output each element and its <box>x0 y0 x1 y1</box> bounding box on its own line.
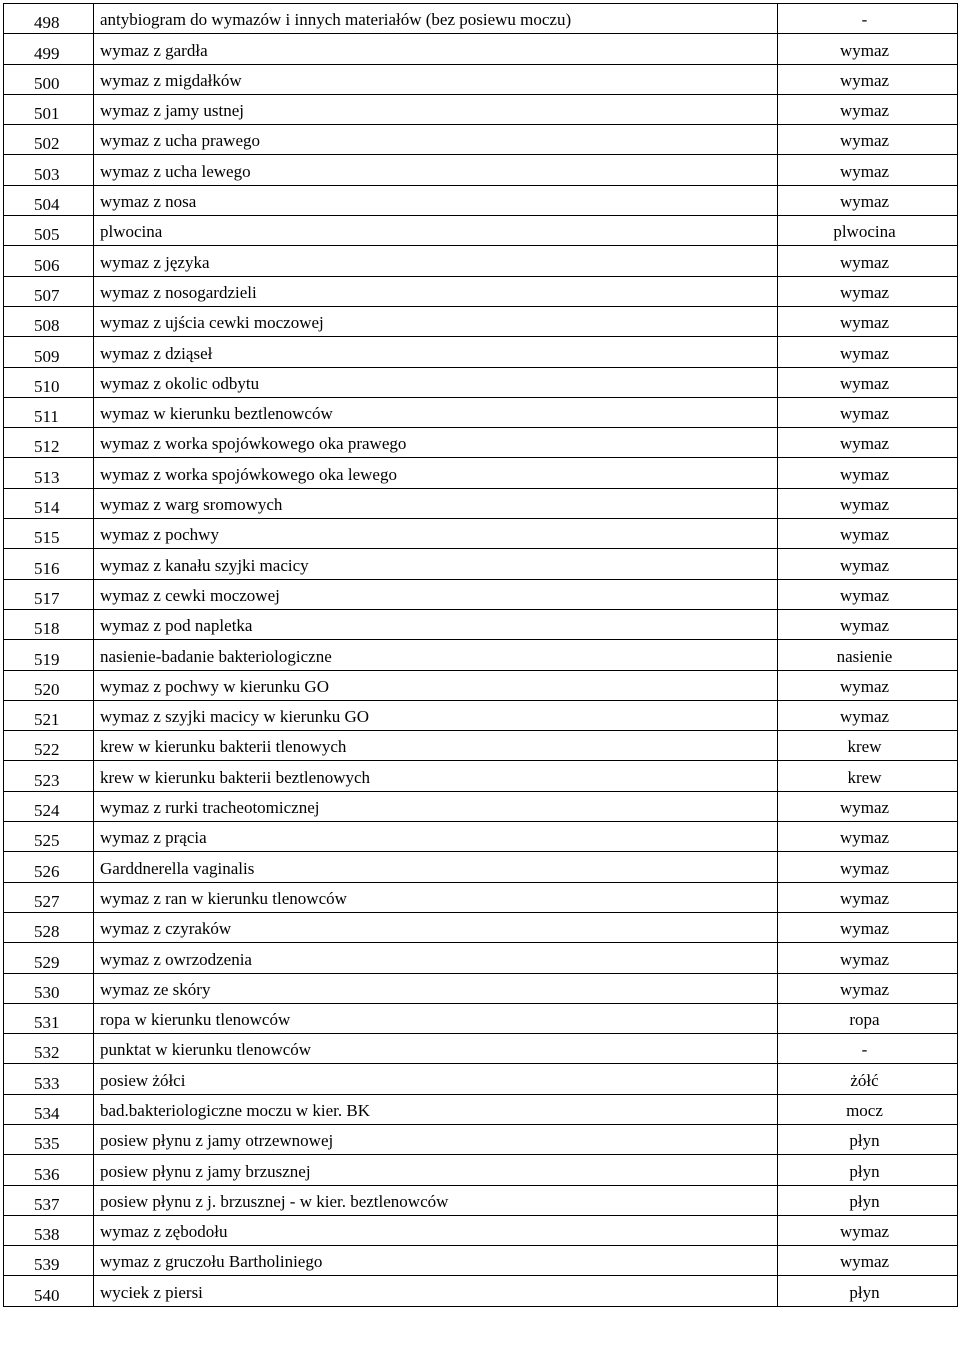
material-type: wymaz <box>778 791 958 821</box>
material-type: wymaz <box>778 246 958 276</box>
table-row <box>4 549 958 579</box>
table-row <box>4 700 958 730</box>
material-type: wymaz <box>778 428 958 458</box>
row-number: 519 <box>4 640 94 670</box>
table-row <box>4 1064 958 1094</box>
row-number: 526 <box>4 852 94 882</box>
row-number: 500 <box>4 64 94 94</box>
row-number: 506 <box>4 246 94 276</box>
test-name: wymaz z dziąseł <box>94 337 778 367</box>
material-type: - <box>778 1034 958 1064</box>
table-row <box>4 367 958 397</box>
row-number: 518 <box>4 609 94 639</box>
material-type: wymaz <box>778 1215 958 1245</box>
test-name: antybiogram do wymazów i innych materiałów (bez posiewu moczu) <box>94 4 778 34</box>
table-row <box>4 4 958 34</box>
row-number: 510 <box>4 367 94 397</box>
table-row <box>4 488 958 518</box>
row-number: 532 <box>4 1034 94 1064</box>
table-row <box>4 1276 958 1306</box>
test-name: wymaz z kanału szyjki macicy <box>94 549 778 579</box>
table-row <box>4 609 958 639</box>
test-name: wymaz z nosogardzieli <box>94 276 778 306</box>
table-row <box>4 822 958 852</box>
material-type: wymaz <box>778 337 958 367</box>
material-type: wymaz <box>778 852 958 882</box>
material-type: wymaz <box>778 125 958 155</box>
material-type: wymaz <box>778 155 958 185</box>
test-name: wymaz z rurki tracheotomicznej <box>94 791 778 821</box>
test-name: wymaz z ujścia cewki moczowej <box>94 306 778 336</box>
test-name: wymaz z worka spojówkowego oka prawego <box>94 428 778 458</box>
material-type: wymaz <box>778 306 958 336</box>
row-number: 505 <box>4 216 94 246</box>
material-type: wymaz <box>778 943 958 973</box>
material-type: wymaz <box>778 94 958 124</box>
table-row <box>4 428 958 458</box>
test-name: wymaz z czyraków <box>94 912 778 942</box>
material-type: krew <box>778 761 958 791</box>
row-number: 536 <box>4 1155 94 1185</box>
test-name: wymaz w kierunku beztlenowców <box>94 397 778 427</box>
material-type: płyn <box>778 1155 958 1185</box>
row-number: 538 <box>4 1215 94 1245</box>
material-type: wymaz <box>778 488 958 518</box>
test-name: punktat w kierunku tlenowców <box>94 1034 778 1064</box>
material-type: wymaz <box>778 549 958 579</box>
test-name: posiew płynu z jamy otrzewnowej <box>94 1124 778 1154</box>
table-row <box>4 1034 958 1064</box>
material-type: wymaz <box>778 519 958 549</box>
material-type: wymaz <box>778 912 958 942</box>
row-number: 531 <box>4 1003 94 1033</box>
table-row <box>4 397 958 427</box>
row-number: 508 <box>4 306 94 336</box>
row-number: 528 <box>4 912 94 942</box>
row-number: 529 <box>4 943 94 973</box>
table-row <box>4 64 958 94</box>
test-name: krew w kierunku bakterii beztlenowych <box>94 761 778 791</box>
test-name: wymaz z prącia <box>94 822 778 852</box>
row-number: 516 <box>4 549 94 579</box>
test-name: wymaz z jamy ustnej <box>94 94 778 124</box>
test-name: nasienie-badanie bakteriologiczne <box>94 640 778 670</box>
row-number: 537 <box>4 1185 94 1215</box>
table-row <box>4 943 958 973</box>
row-number: 517 <box>4 579 94 609</box>
material-type: - <box>778 4 958 34</box>
test-name: wymaz z worka spojówkowego oka lewego <box>94 458 778 488</box>
table-row <box>4 761 958 791</box>
row-number: 509 <box>4 337 94 367</box>
test-name: posiew płynu z jamy brzusznej <box>94 1155 778 1185</box>
table-row <box>4 912 958 942</box>
material-type: wymaz <box>778 64 958 94</box>
test-name: Garddnerella vaginalis <box>94 852 778 882</box>
material-type: płyn <box>778 1185 958 1215</box>
table-row <box>4 337 958 367</box>
material-type: nasienie <box>778 640 958 670</box>
table-row <box>4 973 958 1003</box>
table-row <box>4 791 958 821</box>
row-number: 523 <box>4 761 94 791</box>
table-row <box>4 125 958 155</box>
test-name: ropa w kierunku tlenowców <box>94 1003 778 1033</box>
table-row <box>4 852 958 882</box>
row-number: 533 <box>4 1064 94 1094</box>
row-number: 520 <box>4 670 94 700</box>
table-row <box>4 1094 958 1124</box>
material-type: żółć <box>778 1064 958 1094</box>
material-type: wymaz <box>778 700 958 730</box>
table-row <box>4 276 958 306</box>
material-type: wymaz <box>778 397 958 427</box>
table-row <box>4 34 958 64</box>
row-number: 534 <box>4 1094 94 1124</box>
material-type: krew <box>778 731 958 761</box>
table-row <box>4 1124 958 1154</box>
test-name: wymaz z okolic odbytu <box>94 367 778 397</box>
test-name: wymaz z ucha prawego <box>94 125 778 155</box>
material-type: wymaz <box>778 609 958 639</box>
row-number: 535 <box>4 1124 94 1154</box>
material-type: wymaz <box>778 185 958 215</box>
table-row <box>4 155 958 185</box>
row-number: 525 <box>4 822 94 852</box>
test-name: wymaz z owrzodzenia <box>94 943 778 973</box>
material-type: wymaz <box>778 458 958 488</box>
material-type: wymaz <box>778 579 958 609</box>
row-number: 498 <box>4 4 94 34</box>
table-row <box>4 579 958 609</box>
test-name: wymaz z pochwy <box>94 519 778 549</box>
row-number: 503 <box>4 155 94 185</box>
row-number: 514 <box>4 488 94 518</box>
table-row <box>4 458 958 488</box>
material-type: mocz <box>778 1094 958 1124</box>
table-body <box>4 4 958 1307</box>
material-type: płyn <box>778 1276 958 1306</box>
test-name: krew w kierunku bakterii tlenowych <box>94 731 778 761</box>
row-number: 527 <box>4 882 94 912</box>
test-name: wymaz z migdałków <box>94 64 778 94</box>
material-type: wymaz <box>778 973 958 1003</box>
test-name: wymaz z nosa <box>94 185 778 215</box>
table-row <box>4 1155 958 1185</box>
material-type: wymaz <box>778 882 958 912</box>
material-type: wymaz <box>778 367 958 397</box>
test-name: wymaz z cewki moczowej <box>94 579 778 609</box>
test-name: bad.bakteriologiczne moczu w kier. BK <box>94 1094 778 1124</box>
row-number: 512 <box>4 428 94 458</box>
row-number: 502 <box>4 125 94 155</box>
material-type: wymaz <box>778 1246 958 1276</box>
material-type: wymaz <box>778 822 958 852</box>
table-row <box>4 640 958 670</box>
table-row <box>4 246 958 276</box>
test-name: wymaz z gardła <box>94 34 778 64</box>
material-type: wymaz <box>778 34 958 64</box>
table-row <box>4 306 958 336</box>
test-name: wymaz z pochwy w kierunku GO <box>94 670 778 700</box>
row-number: 515 <box>4 519 94 549</box>
row-number: 524 <box>4 791 94 821</box>
test-name: wymaz z ucha lewego <box>94 155 778 185</box>
material-type: wymaz <box>778 276 958 306</box>
test-name: posiew płynu z j. brzusznej - w kier. beztlenowców <box>94 1185 778 1215</box>
row-number: 539 <box>4 1246 94 1276</box>
table-row <box>4 185 958 215</box>
row-number: 504 <box>4 185 94 215</box>
table-row <box>4 216 958 246</box>
row-number: 540 <box>4 1276 94 1306</box>
material-type: wymaz <box>778 670 958 700</box>
row-number: 521 <box>4 700 94 730</box>
table-row <box>4 1246 958 1276</box>
table-row <box>4 731 958 761</box>
row-number: 507 <box>4 276 94 306</box>
row-number: 530 <box>4 973 94 1003</box>
row-number: 501 <box>4 94 94 124</box>
material-type: plwocina <box>778 216 958 246</box>
table-row <box>4 94 958 124</box>
test-name: wymaz z języka <box>94 246 778 276</box>
row-number: 499 <box>4 34 94 64</box>
test-name: wyciek z piersi <box>94 1276 778 1306</box>
test-name: wymaz z ran w kierunku tlenowców <box>94 882 778 912</box>
test-name: wymaz ze skóry <box>94 973 778 1003</box>
test-name: posiew żółci <box>94 1064 778 1094</box>
row-number: 513 <box>4 458 94 488</box>
test-list-table <box>3 3 958 1307</box>
test-name: wymaz z pod napletka <box>94 609 778 639</box>
table-row <box>4 519 958 549</box>
test-name: plwocina <box>94 216 778 246</box>
table-row <box>4 1185 958 1215</box>
table-row <box>4 670 958 700</box>
test-name: wymaz z szyjki macicy w kierunku GO <box>94 700 778 730</box>
row-number: 511 <box>4 397 94 427</box>
row-number: 522 <box>4 731 94 761</box>
table-row <box>4 1215 958 1245</box>
material-type: płyn <box>778 1124 958 1154</box>
test-name: wymaz z zębodołu <box>94 1215 778 1245</box>
table-row <box>4 1003 958 1033</box>
table-row <box>4 882 958 912</box>
test-name: wymaz z warg sromowych <box>94 488 778 518</box>
material-type: ropa <box>778 1003 958 1033</box>
test-name: wymaz z gruczołu Bartholiniego <box>94 1246 778 1276</box>
